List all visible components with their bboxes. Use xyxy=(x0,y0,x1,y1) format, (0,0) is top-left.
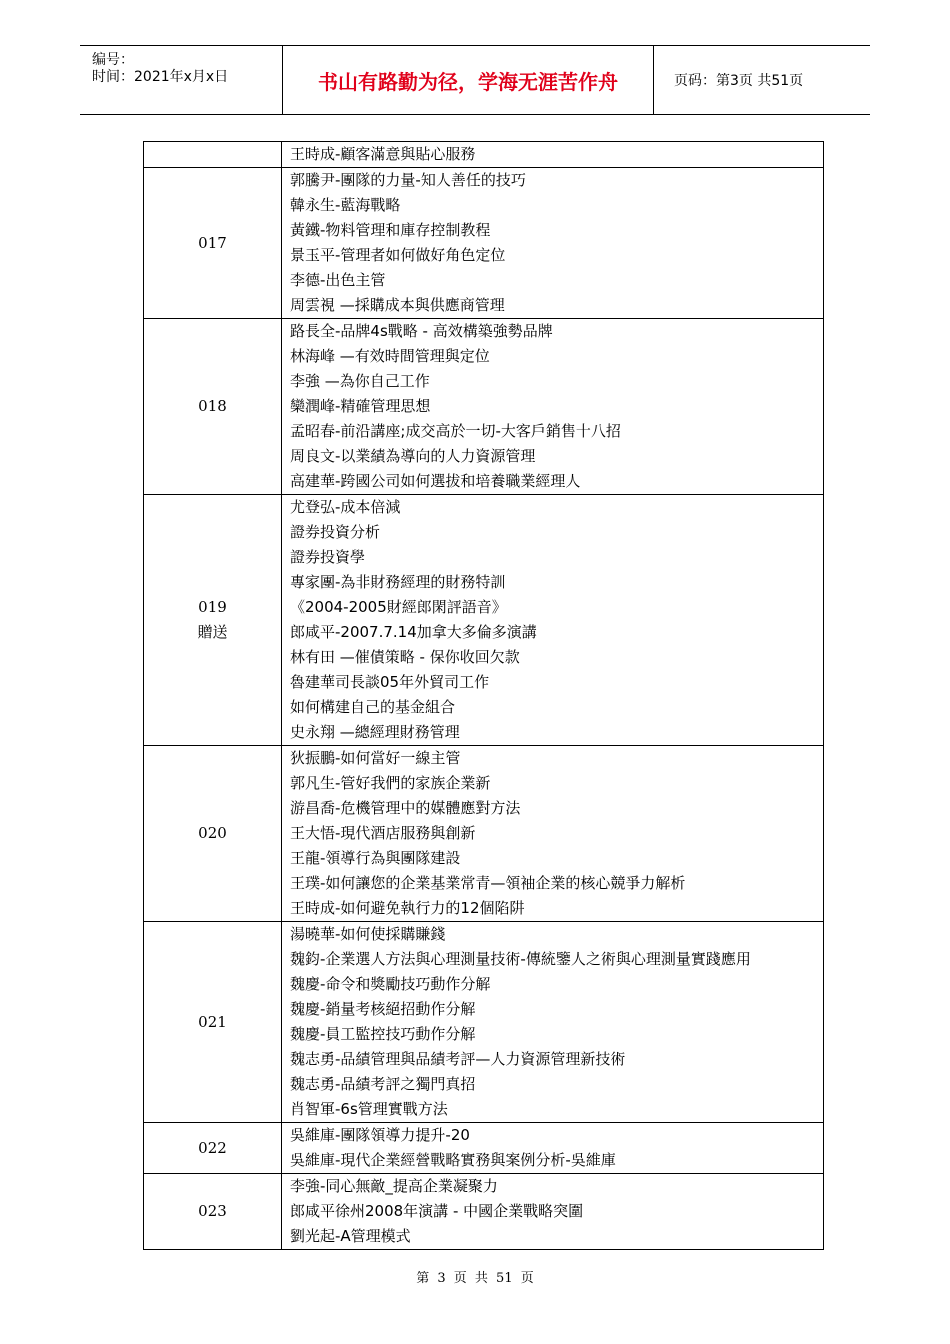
code-cell xyxy=(144,495,282,746)
table-row xyxy=(144,495,824,746)
course-item: 周良文-以業績為導向的人力資源管理 xyxy=(290,447,536,465)
course-item: 郎咸平徐州2008年演講 - 中國企業戰略突圍 xyxy=(290,1202,584,1220)
header-motto: 书山有路勤为径，学海无涯苦作舟 xyxy=(318,69,618,94)
course-item: 湯曉華-如何使採購賺錢 xyxy=(290,925,446,943)
page-header xyxy=(80,45,870,115)
course-item: 王璞-如何讓您的企業基業常青—領袖企業的核心競爭力解析 xyxy=(290,874,686,892)
course-item: 魏志勇-品績考評之獨門真招 xyxy=(290,1075,476,1093)
course-item: 高建華-跨國公司如何選拔和培養職業經理人 xyxy=(290,472,581,490)
header-divider xyxy=(653,46,654,114)
course-item: 吳維庫-現代企業經營戰略實務與案例分析-吳維庫 xyxy=(290,1151,616,1169)
time-label: 时间：2021年x月x日 xyxy=(92,69,229,85)
course-item: 孟昭春-前沿講座;成交高於一切-大客戶銷售十八招 xyxy=(290,422,621,440)
course-item: 專家團-為非財務經理的財務特訓 xyxy=(290,573,506,591)
items-cell xyxy=(282,142,824,168)
table-row xyxy=(144,1174,824,1250)
items-cell xyxy=(282,495,824,746)
course-item: 韓永生-藍海戰略 xyxy=(290,196,401,214)
header-meta xyxy=(80,46,282,114)
course-item: 如何構建自己的基金組合 xyxy=(290,698,456,716)
course-item: 證券投資學 xyxy=(290,548,366,566)
items-cell xyxy=(282,1174,824,1250)
course-item: 史永翔 —總經理財務管理 xyxy=(290,723,460,741)
code-label: 019 xyxy=(198,598,227,616)
items-cell xyxy=(282,922,824,1123)
course-item: 證券投資分析 xyxy=(290,523,381,541)
course-table-body xyxy=(144,142,824,1250)
course-item: 游昌喬-危機管理中的媒體應對方法 xyxy=(290,799,521,817)
course-item: 林海峰 —有效時間管理與定位 xyxy=(290,347,490,365)
table-row xyxy=(144,922,824,1123)
course-item: 魏志勇-品績管理與品績考評—人力資源管理新技術 xyxy=(290,1050,626,1068)
code-label: 017 xyxy=(198,233,227,252)
code-label: 022 xyxy=(198,1138,227,1157)
code-label: 020 xyxy=(198,824,227,842)
course-item: 魏鈞-企業選人方法與心理測量技術-傳統鑒人之術與心理測量實踐應用 xyxy=(290,950,751,968)
number-label: 编号： xyxy=(92,52,134,68)
course-item: 王時成-如何避免執行力的12個陷阱 xyxy=(290,899,525,917)
items-cell xyxy=(282,746,824,922)
code-label: 018 xyxy=(198,397,227,415)
course-item: 郭凡生-管好我們的家族企業新 xyxy=(290,774,491,792)
course-item: 王時成-顧客滿意與貼心服務 xyxy=(290,145,476,163)
course-item: 狄振鵬-如何當好一線主管 xyxy=(290,749,461,767)
course-item: 劉光起-A管理模式 xyxy=(290,1227,411,1245)
code-cell xyxy=(144,142,282,168)
course-item: 李強 —為你自己工作 xyxy=(290,372,430,390)
code-cell xyxy=(144,168,282,319)
course-table xyxy=(143,141,824,1250)
course-item: 欒潤峰-精確管理思想 xyxy=(290,397,431,415)
course-item: 郎咸平-2007.7.14加拿大多倫多演講 xyxy=(290,623,537,641)
course-item: 郭騰尹-團隊的力量-知人善任的技巧 xyxy=(290,171,526,189)
table-row xyxy=(144,746,824,922)
course-item: 魏慶-員工監控技巧動作分解 xyxy=(290,1025,476,1043)
course-item: 周雲視 —採購成本與供應商管理 xyxy=(290,296,505,314)
table-row xyxy=(144,168,824,319)
course-item: 路長全-品牌4s戰略 - 高效構築強勢品牌 xyxy=(290,322,553,340)
course-item: 魯建華司長談05年外貿司工作 xyxy=(290,673,490,691)
course-item: 王龍-領導行為與團隊建設 xyxy=(290,849,461,867)
course-item: 林有田 —催債策略 - 保你收回欠款 xyxy=(290,648,520,666)
course-item: 王大悟-現代酒店服務與創新 xyxy=(290,824,476,842)
course-item: 李強-同心無敵_提高企業凝聚力 xyxy=(290,1177,498,1195)
course-item: 肖智軍-6s管理實戰方法 xyxy=(290,1100,448,1118)
page-label-text: 页码：第3页 共51页 xyxy=(674,73,804,89)
table-row xyxy=(144,319,824,495)
course-item: 《2004-2005財經郎閑評語音》 xyxy=(290,598,507,616)
page-footer: 第 3 页 共 51 页 xyxy=(416,1271,534,1286)
items-cell xyxy=(282,1123,824,1174)
code-label: 021 xyxy=(198,1012,227,1031)
header-page-label xyxy=(664,46,870,114)
code-cell xyxy=(144,319,282,495)
code-label: 贈送 xyxy=(197,623,228,641)
course-item: 李德-出色主管 xyxy=(290,271,386,289)
course-item: 魏慶-命令和獎勵技巧動作分解 xyxy=(290,975,491,993)
items-cell xyxy=(282,319,824,495)
code-cell xyxy=(144,1174,282,1250)
table-row xyxy=(144,1123,824,1174)
table-row xyxy=(144,142,824,168)
course-item: 尤登弘-成本倍減 xyxy=(290,498,401,516)
course-item: 景玉平-管理者如何做好角色定位 xyxy=(290,246,506,264)
code-cell xyxy=(144,746,282,922)
course-item: 黃鐵-物料管理和庫存控制教程 xyxy=(290,221,491,239)
code-cell xyxy=(144,1123,282,1174)
items-cell xyxy=(282,168,824,319)
course-item: 吳維庫-團隊領導力提升-20 xyxy=(290,1126,470,1144)
course-item: 魏慶-銷量考核絕招動作分解 xyxy=(290,1000,476,1018)
code-label: 023 xyxy=(198,1202,227,1220)
code-cell xyxy=(144,922,282,1123)
